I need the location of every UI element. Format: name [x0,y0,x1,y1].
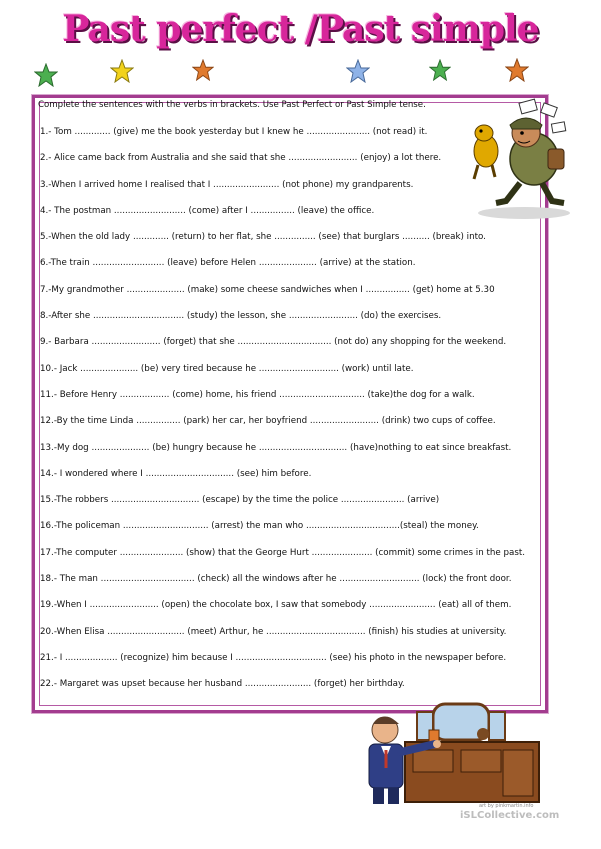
sentence: 22.- Margaret was upset because her husband ........................ (forget) her birthday. [40,679,405,690]
sentence: 4.- The postman .......................... (come) after I ................ (leave) the office. [40,205,375,216]
sentence: 18.- The man .................................. (check) all the windows after he ............................. (lock) the front door. [40,574,512,585]
sentence: 20.-When Elisa ............................ (meet) Arthur, he .................................... (finish) his studies at university. [40,626,507,637]
star-icon [505,58,529,82]
sentence: 2.- Alice came back from Australia and she said that she ......................... (enjoy) a lot there. [40,153,442,164]
watermark: iSLCollective.com [460,810,560,821]
sentence: 21.- I ................... (recognize) him because I ................................. (see) his photo in the newspaper before. [40,652,507,663]
sentence: 10.- Jack ..................... (be) very tired because he ............................. (work) until late. [40,363,414,374]
sentence: 17.-The computer ....................... (show) that the George Hurt ...................... (commit) some crimes in the past. [40,547,526,558]
star-icon [192,59,214,81]
sentence: 6.-The train .......................... (leave) before Helen ..................... (arrive) at the station. [40,258,416,269]
sentence: 12.-By the time Linda ................ (park) her car, her boyfriend ......................... (drink) two cups of coffee. [40,416,496,427]
sentence: 7.-My grandmother ..................... (make) some cheese sandwiches when I ................ (get) home at 5.30 [40,284,495,295]
sentence: 8.-After she ................................. (study) the lesson, she ......................... (do) the exercises. [40,311,442,322]
sentence: 15.-The robbers ................................ (escape) by the time the police ....................... (arrive) [40,495,440,506]
star-icon [110,59,134,83]
star-icon [346,59,370,83]
man-at-desk-illustration [343,690,543,808]
postman-illustration [464,93,572,223]
sentence: 3.-When I arrived home I realised that I ........................ (not phone) my grandparents. [40,179,414,190]
sentence: 14.- I wondered where I ................................ (see) him before. [40,468,312,479]
sentence: 11.- Before Henry .................. (come) home, his friend ............................... (take)the dog for a walk. [40,389,475,400]
star-row [0,55,601,95]
sentence: 5.-When the old lady ............. (return) to her flat, she ............... (see) that burglars .......... (break) into. [40,232,486,243]
sentence: 13.-My dog ..................... (be) hungry because he ................................ (have)nothing to eat since breakfast. [40,442,512,453]
instructions: Complete the sentences with the verbs in brackets. Use Past Perfect or Past Simple tense. [38,100,426,110]
sentence: 16.-The policeman ............................... (arrest) the man who ..................................(steal) the money. [40,521,479,532]
star-icon [34,63,58,87]
page-title: Past perfect /Past simple [62,8,539,50]
sentence: 1.- Tom ............. (give) me the book yesterday but I knew he ....................... (not read) it. [40,127,428,137]
sentence: 9.- Barbara ......................... (forget) that she .................................. (not do) any shopping for the weekend. [40,337,507,348]
artist-credit: art by pinkmartin.info [479,803,534,809]
sentence: 19.-When I ......................... (open) the chocolate box, I saw that somebody ........................ (eat) all of them. [40,600,512,611]
star-icon [429,59,451,81]
